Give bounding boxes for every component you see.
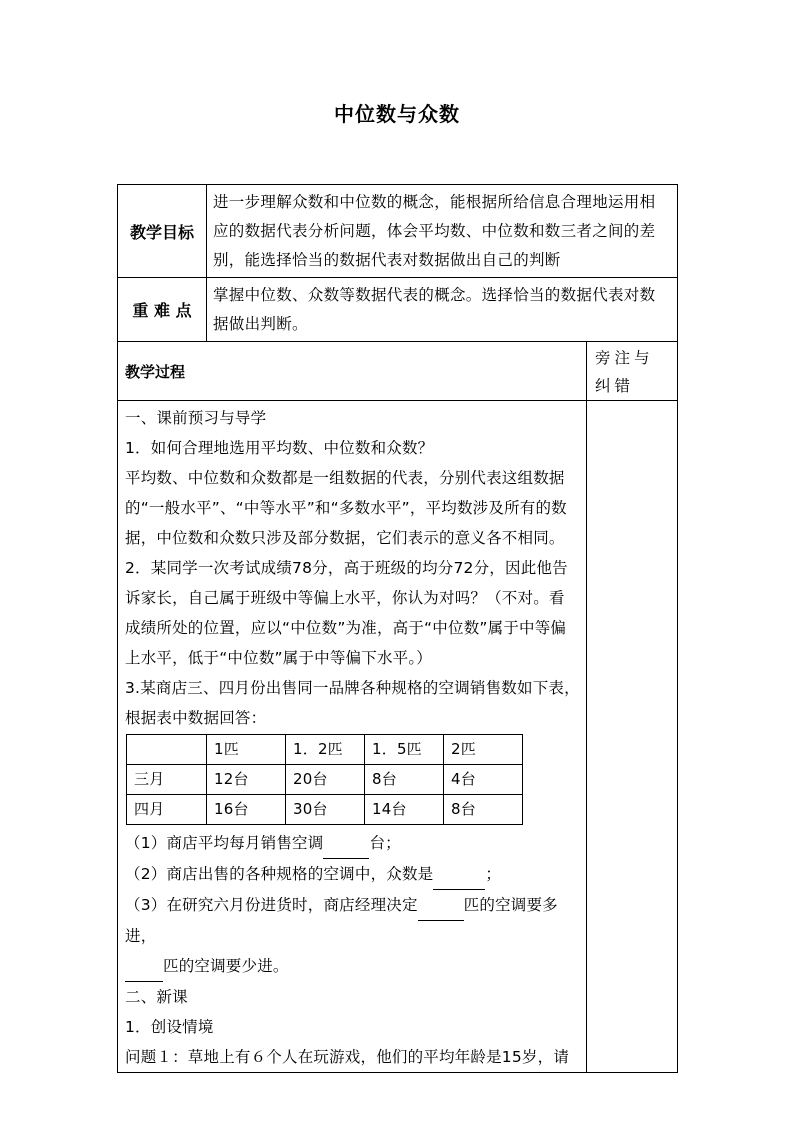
sub-question-1-prefix: （1）商店平均每月销售空调: [125, 834, 324, 852]
subsection-1: 1．创设情境: [125, 1018, 214, 1036]
sub-question-1: [125, 828, 580, 859]
table-cell: 8台: [365, 765, 444, 795]
sub-question-1-suffix: 台；: [369, 834, 401, 852]
header-cell: 1．5匹: [365, 735, 444, 765]
answer-blank[interactable]: [418, 890, 464, 921]
table-cell: 8台: [444, 795, 523, 825]
sub-question-2-prefix: （2）商店出售的各种规格的空调中，众数是: [125, 865, 434, 883]
sub-question-2-suffix: ；: [485, 865, 502, 883]
section-2-heading: 二、新课: [125, 988, 188, 1006]
sub-question-3-suffix: 匹的空调要少进。: [163, 957, 289, 975]
side-notes-area: [587, 401, 678, 1073]
table-cell: 四月: [127, 795, 207, 825]
process-label: 教学过程: [118, 342, 587, 401]
header-cell: 1匹: [207, 735, 286, 765]
table-cell: 20台: [286, 765, 365, 795]
answer-blank[interactable]: [323, 828, 369, 859]
lesson-plan-table: [117, 184, 678, 1073]
question-2: 2．某同学一次考试成绩78分，高于班级的均分72分，因此他告诉家长，自己属于班级中等偏上水平，你认为对吗？（不对。看成绩所处的位置，应以“中位数”为准，高于“中位数”属于中等偏上水平，低于“中位数”属于中等偏下水平。）: [125, 559, 568, 667]
objectives-text: 进一步理解众数和中位数的概念，能根据所给信息合理地运用相应的数据代表分析问题，体会平均数、中位数和数三者之间的差别，能选择恰当的数据代表对数据做出自己的判断: [207, 185, 678, 278]
process-header-row: [118, 342, 678, 401]
table-cell: 12台: [207, 765, 286, 795]
header-cell: 1．2匹: [286, 735, 365, 765]
process-body-row: [118, 401, 678, 1073]
process-body: [118, 401, 587, 1073]
objectives-label: 教学目标: [118, 185, 207, 278]
sub-question-3-prefix: （3）在研究六月份进货时，商店经理决定: [125, 896, 418, 914]
key-points-text: 掌握中位数、众数等数据代表的概念。选择恰当的数据代表对数据做出判断。: [207, 278, 678, 342]
table-cell: 14台: [365, 795, 444, 825]
header-cell: [127, 735, 207, 765]
key-points-label: 重 难 点: [118, 278, 207, 342]
sub-question-3: [125, 890, 580, 982]
table-cell: 30台: [286, 795, 365, 825]
sales-table-header: [127, 735, 523, 765]
side-notes-label: 旁注与纠错: [587, 342, 678, 401]
sub-question-3-mid: 匹的空调要多进，: [125, 896, 558, 945]
section-heading: 一、课前预习与导学: [125, 409, 267, 427]
sub-question-2: [125, 859, 580, 890]
key-points-row: [118, 278, 678, 342]
problem-1: 问题１：草地上有６个人在玩游戏，他们的平均年龄是15岁，请: [125, 1048, 570, 1066]
table-cell: 16台: [207, 795, 286, 825]
header-cell: 2匹: [444, 735, 523, 765]
sales-table: [126, 734, 523, 825]
objectives-row: [118, 185, 678, 278]
answer-1: 平均数、中位数和众数都是一组数据的代表，分别代表这组数据的“一般水平”、“中等水平”和“多数水平”，平均数涉及所有的数据，中位数和众数只涉及部分数据，它们表示的意义各不相同。: [125, 469, 567, 547]
answer-blank[interactable]: [433, 859, 485, 890]
table-row: [127, 795, 523, 825]
question-1: 1．如何合理地选用平均数、中位数和众数？: [125, 439, 434, 457]
question-3: 3.某商店三、四月份出售同一品牌各种规格的空调销售数如下表，根据表中数据回答：: [125, 679, 580, 727]
table-cell: 4台: [444, 765, 523, 795]
table-cell: 三月: [127, 765, 207, 795]
table-row: [127, 765, 523, 795]
page-title: 中位数与众数: [334, 102, 460, 126]
answer-blank[interactable]: [125, 951, 163, 982]
